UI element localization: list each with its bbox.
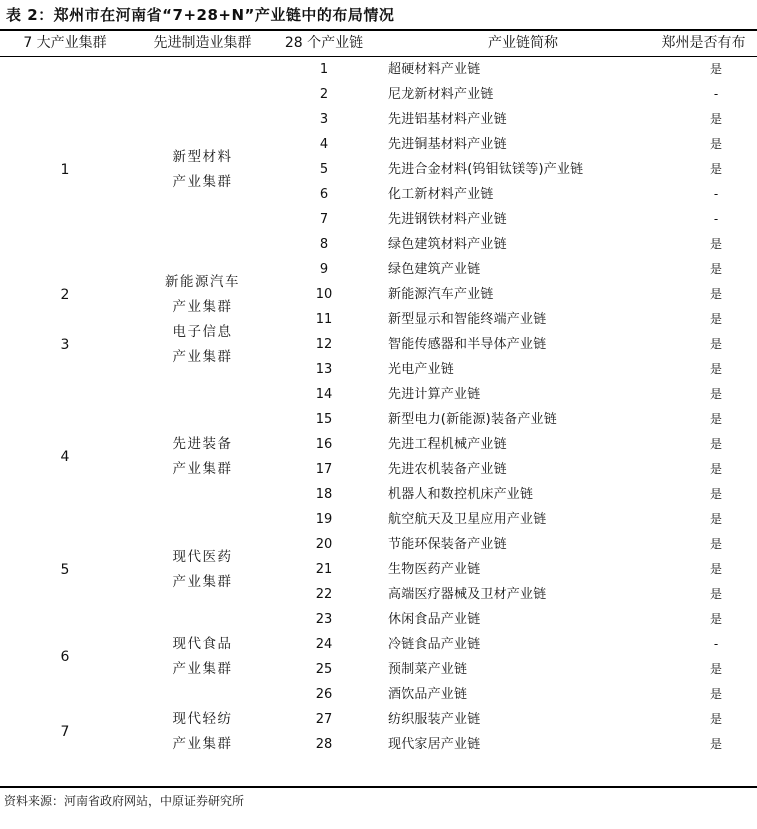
chain-number: 18 <box>315 487 333 502</box>
chain-number: 6 <box>319 187 329 202</box>
zhengzhou-presence: - <box>713 212 719 226</box>
chain-name: 休闲食品产业链 <box>388 612 481 627</box>
chain-name: 节能环保装备产业链 <box>388 537 507 552</box>
table-row <box>0 257 757 282</box>
chain-number: 28 <box>315 737 333 752</box>
chain-name: 新能源汽车产业链 <box>388 287 494 302</box>
zhengzhou-presence: 是 <box>709 437 722 451</box>
chain-name: 冷链食品产业链 <box>388 637 481 652</box>
table-row <box>0 507 757 532</box>
zhengzhou-presence: 是 <box>709 262 722 276</box>
zhengzhou-presence: 是 <box>709 412 722 426</box>
chain-number: 10 <box>315 287 333 302</box>
table-row <box>0 382 757 407</box>
table-row <box>0 682 757 707</box>
cluster-name-line2: 产业集群 <box>172 461 233 477</box>
chain-number: 24 <box>315 637 333 652</box>
chain-name: 高端医疗器械及卫材产业链 <box>388 587 547 602</box>
table-bottom-rule <box>0 786 757 788</box>
table-row <box>0 132 757 157</box>
cluster-name-line1: 先进装备 <box>172 436 233 452</box>
cluster-name-line2: 产业集群 <box>172 573 233 590</box>
chain-number: 3 <box>319 112 329 127</box>
cluster-index: 5 <box>60 561 70 578</box>
zhengzhou-presence: 是 <box>709 337 722 351</box>
chain-name: 预制菜产业链 <box>388 662 468 677</box>
chain-number: 2 <box>319 87 329 102</box>
chain-name: 新型显示和智能终端产业链 <box>388 312 547 327</box>
table-row <box>0 482 757 507</box>
chain-name: 先进工程机械产业链 <box>388 437 507 452</box>
table-row <box>0 332 757 357</box>
cluster-name-line1: 现代医药 <box>172 548 233 565</box>
cluster-name-line2: 产业集群 <box>172 736 233 752</box>
chain-number: 1 <box>319 62 329 77</box>
zhengzhou-presence: 是 <box>709 662 722 676</box>
table-row <box>0 357 757 382</box>
chain-number: 11 <box>315 312 333 327</box>
table-title: 表 2：郑州市在河南省“7+28+N”产业链中的布局情况 <box>6 6 395 24</box>
header-chain-number: 28 个产业链 <box>284 35 364 51</box>
table-row <box>0 582 757 607</box>
table-row <box>0 707 757 732</box>
table-row <box>0 232 757 257</box>
cluster-name-line2: 产业集群 <box>172 173 233 190</box>
cluster-index: 1 <box>60 161 70 178</box>
chain-name: 绿色建筑材料产业链 <box>388 237 507 252</box>
cluster-name-line2: 产业集群 <box>172 348 233 365</box>
chain-number: 12 <box>315 337 333 352</box>
zhengzhou-presence: 是 <box>709 562 722 576</box>
chain-name: 纺织服装产业链 <box>388 712 481 727</box>
chain-number: 26 <box>315 687 333 702</box>
chain-number: 23 <box>315 612 333 627</box>
chain-name: 先进铜基材料产业链 <box>388 137 507 152</box>
zhengzhou-presence: - <box>713 637 719 651</box>
cluster-index: 2 <box>60 286 70 303</box>
chain-number: 17 <box>315 462 333 477</box>
table-row <box>0 607 757 632</box>
chain-name: 航空航天及卫星应用产业链 <box>388 512 547 527</box>
chain-number: 9 <box>319 262 329 277</box>
chain-number: 8 <box>319 237 329 252</box>
zhengzhou-presence: 是 <box>709 312 722 326</box>
chain-number: 19 <box>315 512 333 527</box>
table-row <box>0 407 757 432</box>
chain-number: 13 <box>315 362 333 377</box>
cluster-index: 4 <box>60 449 70 465</box>
chain-name: 先进计算产业链 <box>388 387 481 402</box>
zhengzhou-presence: 是 <box>709 112 722 126</box>
table-row <box>0 457 757 482</box>
table-row <box>0 632 757 657</box>
zhengzhou-presence: 是 <box>709 387 722 401</box>
chain-number: 15 <box>315 412 333 427</box>
cluster-index: 7 <box>60 724 70 740</box>
header-cluster-index: 7 大产业集群 <box>23 35 107 51</box>
table-row <box>0 282 757 307</box>
zhengzhou-presence: 是 <box>709 512 722 526</box>
chain-number: 22 <box>315 587 333 602</box>
chain-number: 5 <box>319 162 329 177</box>
chain-name: 先进合金材料(钨钼钛镁等)产业链 <box>388 162 584 177</box>
table-row <box>0 732 757 757</box>
chain-name: 绿色建筑产业链 <box>388 262 481 277</box>
zhengzhou-presence: 是 <box>709 362 722 376</box>
chain-number: 21 <box>315 562 333 577</box>
table-row <box>0 307 757 332</box>
chain-name: 化工新材料产业链 <box>388 187 494 202</box>
zhengzhou-presence: 是 <box>709 737 722 751</box>
chain-name: 酒饮品产业链 <box>388 687 468 702</box>
zhengzhou-presence: 是 <box>709 162 722 176</box>
chain-name: 现代家居产业链 <box>388 737 481 752</box>
zhengzhou-presence: 是 <box>709 137 722 151</box>
chain-name: 智能传感器和半导体产业链 <box>388 337 547 352</box>
table-body <box>0 57 757 786</box>
zhengzhou-presence: - <box>713 87 719 101</box>
chain-number: 14 <box>315 387 333 402</box>
header-zhengzhou-presence: 郑州是否有布 <box>661 35 746 51</box>
zhengzhou-presence: 是 <box>709 487 722 501</box>
table-row <box>0 157 757 182</box>
chain-number: 16 <box>315 437 333 452</box>
table-row <box>0 532 757 557</box>
chain-name: 尼龙新材料产业链 <box>388 87 494 102</box>
cluster-index: 6 <box>60 649 70 665</box>
zhengzhou-presence: 是 <box>709 587 722 601</box>
zhengzhou-presence: 是 <box>709 712 722 726</box>
cluster-name-line1: 新能源汽车 <box>165 273 240 290</box>
chain-number: 27 <box>315 712 333 727</box>
chain-name: 先进农机装备产业链 <box>388 462 507 477</box>
source-note: 资料来源：河南省政府网站，中原证券研究所 <box>4 794 245 808</box>
chain-name: 新型电力(新能源)装备产业链 <box>388 412 557 427</box>
table-row <box>0 657 757 682</box>
cluster-name-line1: 现代食品 <box>172 636 233 652</box>
header-cluster-name: 先进制造业集群 <box>153 35 252 51</box>
cluster-name-line1: 新型材料 <box>172 148 233 165</box>
cluster-name-line2: 产业集群 <box>172 298 233 315</box>
chain-name: 超硬材料产业链 <box>388 62 481 77</box>
chain-number: 20 <box>315 537 333 552</box>
table-row <box>0 182 757 207</box>
chain-number: 7 <box>319 212 329 227</box>
table-row <box>0 557 757 582</box>
chain-number: 4 <box>319 137 329 152</box>
zhengzhou-presence: 是 <box>709 62 722 76</box>
cluster-name-line1: 电子信息 <box>172 323 233 340</box>
table-row <box>0 57 757 82</box>
cluster-name-line2: 产业集群 <box>172 661 233 677</box>
chain-name: 机器人和数控机床产业链 <box>388 487 534 502</box>
zhengzhou-presence: 是 <box>709 687 722 701</box>
table-header-row <box>0 31 757 56</box>
table-row <box>0 82 757 107</box>
zhengzhou-presence: 是 <box>709 287 722 301</box>
table-row <box>0 432 757 457</box>
zhengzhou-presence: 是 <box>709 462 722 476</box>
chain-name: 生物医药产业链 <box>388 562 481 577</box>
chain-number: 25 <box>315 662 333 677</box>
chain-name: 光电产业链 <box>388 362 455 377</box>
zhengzhou-presence: 是 <box>709 237 722 251</box>
zhengzhou-presence: - <box>713 187 719 201</box>
chain-name: 先进铝基材料产业链 <box>388 112 507 127</box>
zhengzhou-presence: 是 <box>709 537 722 551</box>
header-chain-name: 产业链简称 <box>488 35 558 51</box>
zhengzhou-presence: 是 <box>709 612 722 626</box>
table-row <box>0 107 757 132</box>
table-row <box>0 207 757 232</box>
chain-name: 先进钢铁材料产业链 <box>388 212 507 227</box>
cluster-index: 3 <box>60 336 70 353</box>
cluster-name-line1: 现代轻纺 <box>172 711 233 727</box>
